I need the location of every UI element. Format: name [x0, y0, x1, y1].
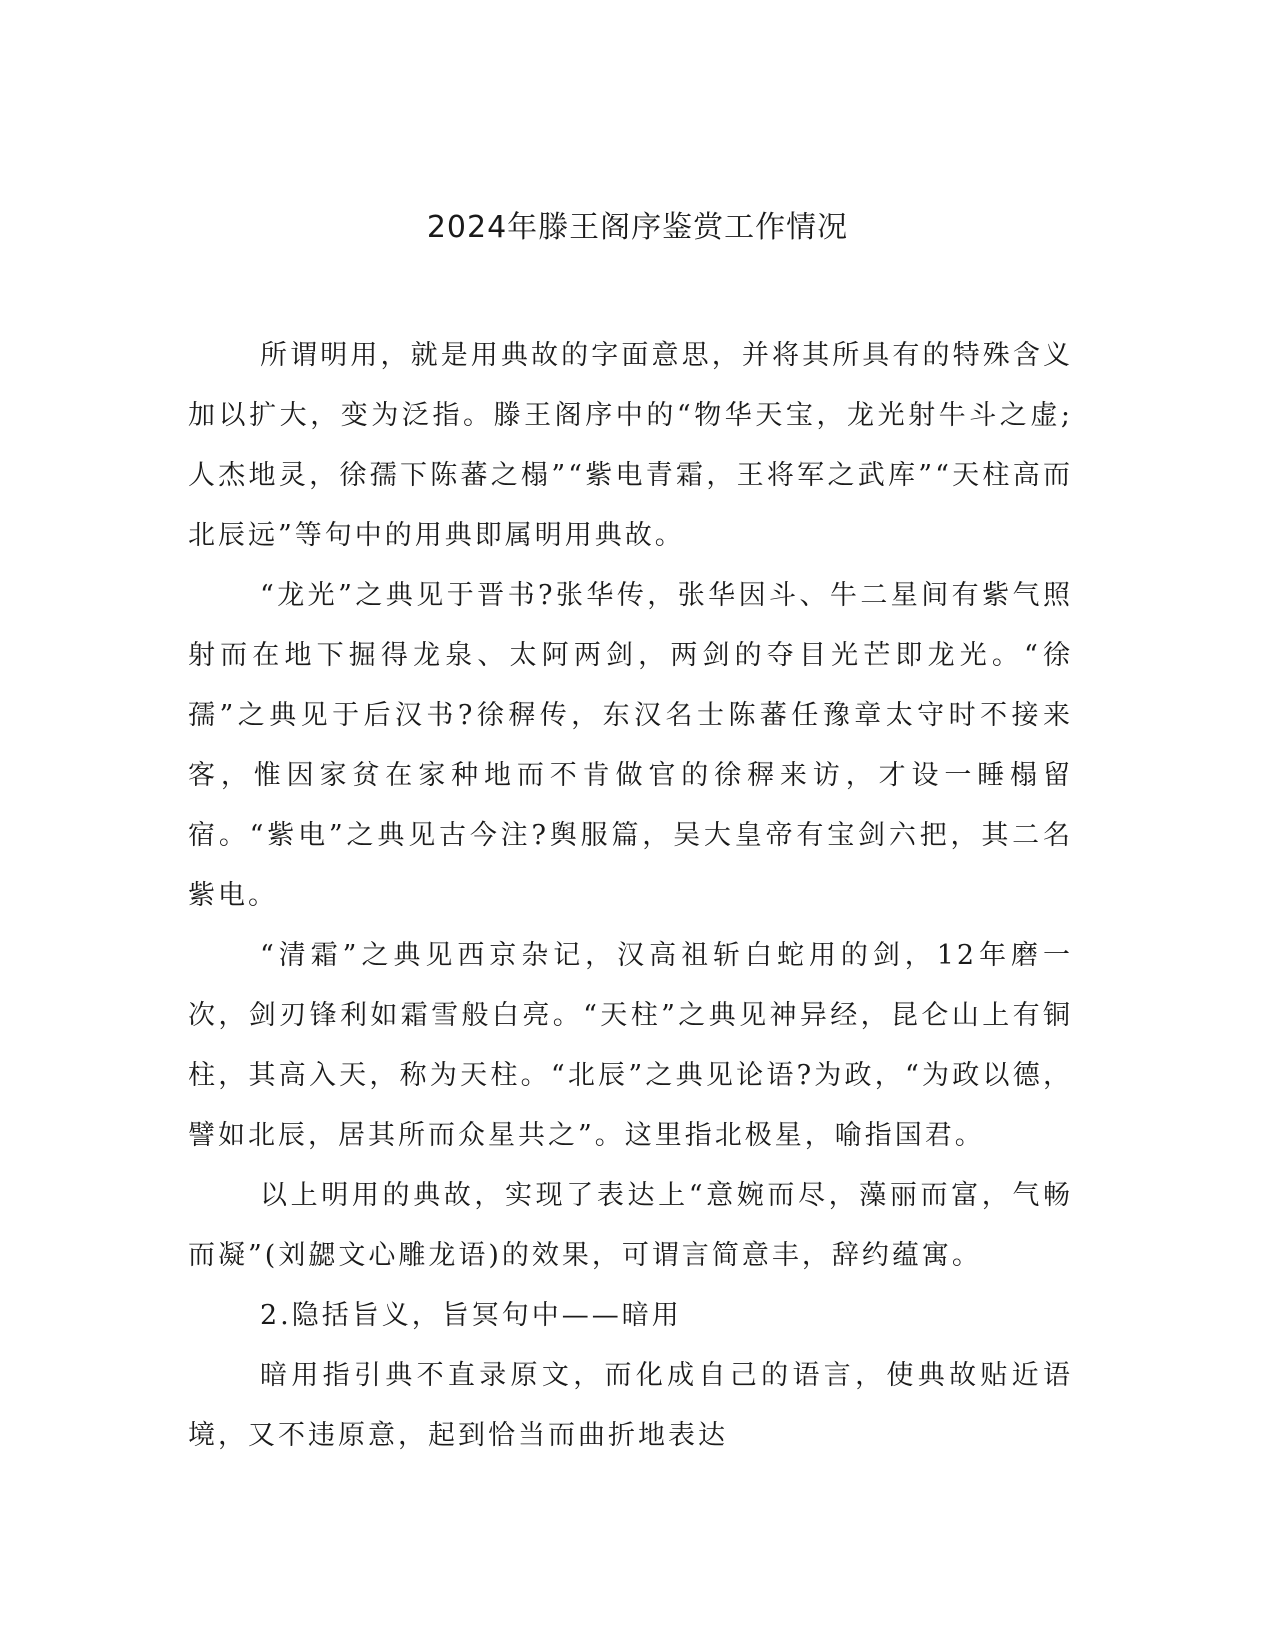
- paragraph-implicit-allusion: 暗用指引典不直录原文，而化成自己的语言，使典故贴近语境，又不违原意，起到恰当而曲折地表达: [188, 1360, 1073, 1451]
- paragraph-qingshuang-tianzhu-beichen: “清霜”之典见西京杂记，汉高祖斩白蛇用的剑，12年磨一次，剑刃锋利如霜雪般白亮。“天柱”之典见神异经，昆仑山上有铜柱，其高入天，称为天柱。“北辰”之典见论语?为政，“为政以德，譬如北辰，居其所而众星共之”。这里指北极星，喻指国君。: [188, 940, 1073, 1151]
- paragraph-summary: 以上明用的典故，实现了表达上“意婉而尽，藻丽而富，气畅而凝”(刘勰文心雕龙语)的效果，可谓言简意丰，辞约蕴寓。: [188, 1180, 1073, 1271]
- document-body: [188, 326, 1073, 1466]
- paragraph-longguang-xuru-zidian: “龙光”之典见于晋书?张华传，张华因斗、牛二星间有紫气照射而在地下掘得龙泉、太阿两剑，两剑的夺目光芒即龙光。“徐孺”之典见于后汉书?徐稺传，东汉名士陈蕃任豫章太守时不接来客，惟因家贫在家种地而不肯做官的徐稺来访，才设一睡榻留宿。“紫电”之典见古今注?舆服篇，吴大皇帝有宝剑六把，其二名紫电。: [188, 580, 1073, 911]
- section-heading-implicit-allusion: 2.隐括旨义，旨冥句中——暗用: [260, 1300, 682, 1331]
- paragraph-explicit-allusion: 所谓明用，就是用典故的字面意思，并将其所具有的特殊含义加以扩大，变为泛指。滕王阁序中的“物华天宝，龙光射牛斗之虚;人杰地灵，徐孺下陈蕃之榻”“紫电青霜，王将军之武库”“天柱高而北辰远”等句中的用典即属明用典故。: [188, 340, 1073, 551]
- document-title: 2024年滕王阁序鉴赏工作情况: [426, 210, 849, 245]
